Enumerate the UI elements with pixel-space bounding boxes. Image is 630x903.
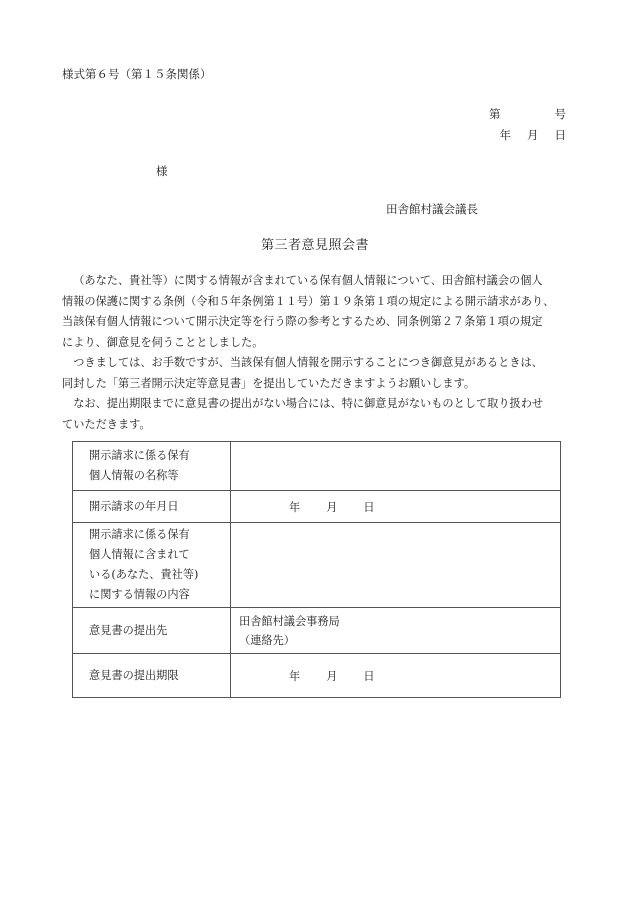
request-date-day: 日 [363,500,375,514]
document-title: 第三者意見照会書 [260,238,369,253]
paragraph: なお、提出期限までに意見書の提出がない場合には、特に御意見がないものとして取り扱わせ ていただきます。 [62,397,544,431]
row-label: 意見書の提出先 [73,608,231,654]
row-label: 開示請求に係る保有 個人情報の名称等 [73,442,231,491]
row-label: 意見書の提出期限 [73,654,231,698]
request-date-value [231,491,561,523]
request-date-month: 月 [326,500,338,514]
deadline-date-value [231,654,561,698]
issue-date-month: 月 [527,128,539,142]
body-text [62,271,572,435]
deadline-date-year: 年 [289,669,301,683]
table-row [73,654,561,698]
row-label: 開示請求の年月日 [73,491,231,523]
table-row [73,523,561,608]
table-row [73,608,561,654]
submission-destination: 田舎館村議会事務局 （連絡先） [231,608,561,654]
info-table [72,441,561,698]
paragraph: つきましては、お手数ですが、当該保有個人情報を開示することにつき御意見があるときは、 同封した「第三者開示決定等意見書」を提出していただきますようお願いします。 [62,356,543,390]
request-date-year: 年 [289,500,301,514]
issue-date-year: 年 [499,128,511,142]
document-number [489,106,566,122]
deadline-date-day: 日 [363,669,375,683]
issue-date [500,127,567,143]
document-number-suffix: 号 [554,107,566,121]
row-label: 開示請求に係る保有 個人情報に含まれて いる(あなた、貴社等) に関する情報の内容 [73,523,231,608]
row-value [231,442,561,491]
table-row [73,491,561,523]
row-value [231,523,561,608]
paragraph: （あなた、貴社等）に関する情報が含まれている保有個人情報について、田舎館村議会の個人 情報の保護に関する条例（令和５年条例第１１号）第１９条第１項の規定による開示請求があり、 当該保有個人情報について開示決定等を行う際の参考とするため、同条例第２７条第１項の規定 により、御意見を伺うこととしました。 [62,274,555,349]
deadline-date-month: 月 [326,669,338,683]
form-number: 様式第６号（第１５条関係） [62,67,212,81]
table-row [73,442,561,491]
addressee: 様 [156,164,168,178]
issue-date-day: 日 [554,128,566,142]
document-number-prefix: 第 [489,107,501,121]
issuer: 田舎館村議会議長 [386,202,478,216]
